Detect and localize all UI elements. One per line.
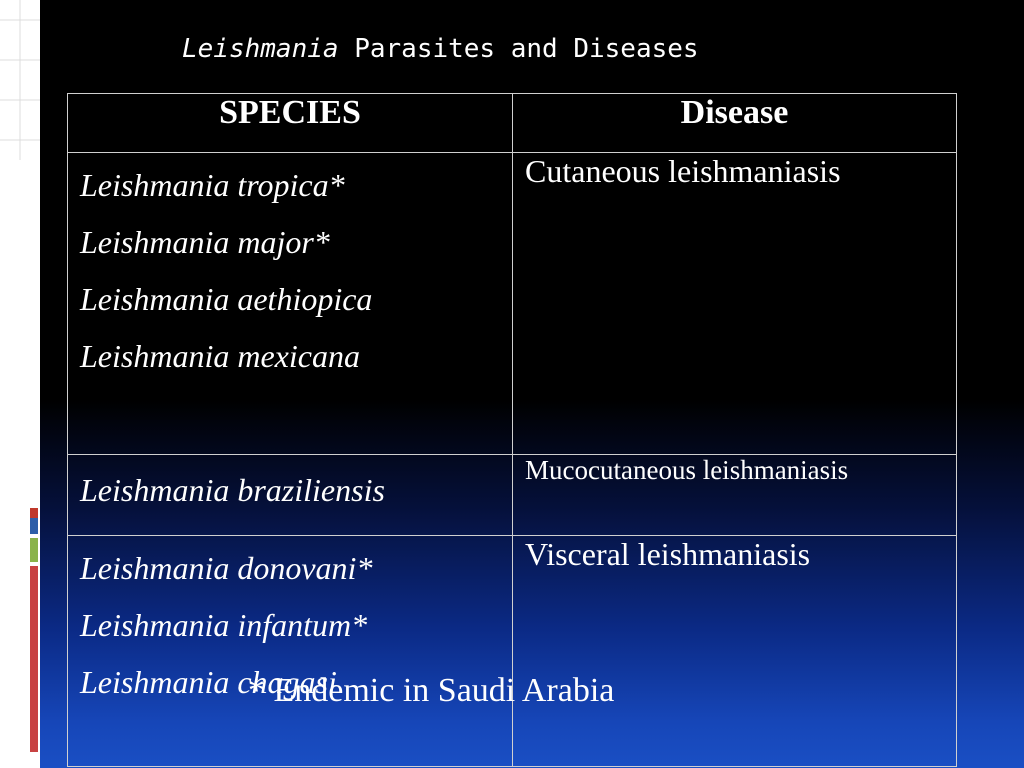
species-name: Leishmania infantum*	[80, 607, 368, 643]
species-name: Leishmania chagasi	[80, 664, 337, 700]
left-strip-pattern	[0, 0, 40, 160]
species-disease-table	[67, 93, 957, 767]
slide-title-italic: Leishmania	[182, 34, 339, 64]
species-cell	[68, 153, 513, 455]
table-row	[68, 536, 957, 767]
header-disease: Disease	[513, 94, 957, 153]
table-row	[68, 153, 957, 455]
species-cell	[68, 536, 513, 767]
slide-title	[182, 34, 699, 64]
disease-cell: Cutaneous leishmaniasis	[513, 153, 957, 455]
species-name: Leishmania donovani*	[80, 550, 373, 586]
table-row	[68, 455, 957, 536]
species-name: Leishmania major*	[80, 224, 330, 260]
accent-bar-red-small	[30, 508, 38, 518]
species-cell	[68, 455, 513, 536]
species-name: Leishmania tropica*	[80, 167, 345, 203]
species-name: Leishmania braziliensis	[80, 472, 385, 508]
species-name: Leishmania aethiopica	[80, 281, 373, 317]
species-name: Leishmania mexicana	[80, 338, 360, 374]
disease-cell: Visceral leishmaniasis	[513, 536, 957, 767]
accent-bar-red-long	[30, 566, 38, 752]
footnote: * Endemic in Saudi Arabia	[248, 672, 615, 709]
table-header-row	[68, 94, 957, 153]
accent-bar-blue	[30, 518, 38, 534]
header-species: SPECIES	[68, 94, 513, 153]
disease-cell: Mucocutaneous leishmaniasis	[513, 455, 957, 536]
slide-title-rest: Parasites and Diseases	[338, 34, 699, 64]
accent-bar-green	[30, 538, 38, 562]
